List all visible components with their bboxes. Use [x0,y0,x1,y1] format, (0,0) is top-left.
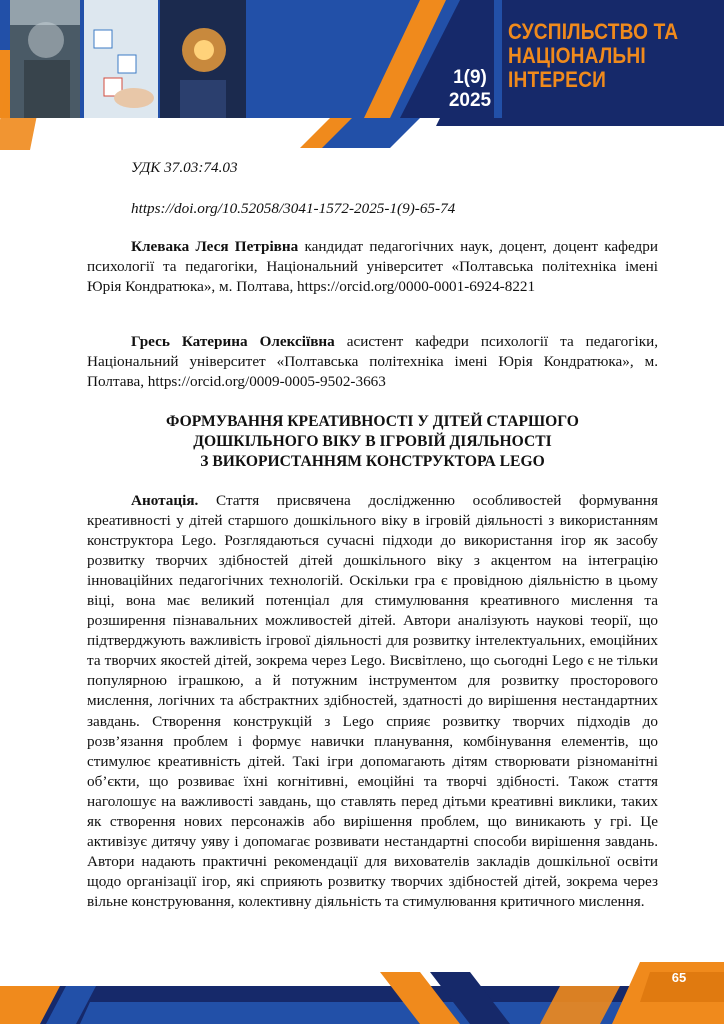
author-details: асистент кафедри психології та педагогіки, Національний університет «Полтавська політехніка імені Юрія Кондратюка», м. Полтава, https://orcid.org/0009-0005-9502-3663 [87,333,659,390]
article-title [87,412,658,472]
article-title-line: ФОРМУВАННЯ КРЕАТИВНОСТІ У ДІТЕЙ СТАРШОГО [166,413,579,430]
header-photo-soldier [10,0,80,118]
author-info [87,237,658,297]
abstract-text: Стаття присвячена дослідженню особливостей формування креативності у дітей старшого дошкільного віку в ігровій діяльності з використанням конструктора Lego. Розглядаються сучасні підходи до використання ігор як засобу розвитку творчих здібностей дітей дошкільного віку з акцентом на інтеграцію інноваційних педагогічних технологій. Оскільки гра є провідною діяльністю в цьому віці, вона має великий потенціал для стимулювання креативного мислення та розширення пізнавальних можливостей дітей. Автори аналізують наукові теорії, що підтверджують важливість ігрової діяльності для розвитку інтелектуальних, емоційних та творчих якостей дітей, зокрема через Lego. Висвітлено, що сьогодні Lego є не тільки популярною іграшкою, а й потужним інструментом для розвитку просторового мислення, логічних та абстрактних здібностей, здатності до вирішення нестандартних завдань. Створення конструкцій з Lego сприяє розвитку творчих підходів до розв’язання проблем і формує навички планування, комбінування елементів, що стимулює креативність дітей. Такі ігри допомагають дітям створювати різноманітні об’єкти, що розвиває їхні когнітивні, емоційні та творчі здібності. Також стаття наголошує на важливості завдань, що ставлять перед дітьми креативні виклики, таких як створення нових персонажів або вирішення проблем, що виникають у грі. Це активізує дитячу уяву і допомагає розвивати нестандартні способи вирішення завдань. Автори надають практичні рекомендації для вихователів закладів дошкільної освіти щодо організації ігор, які сприяють розвитку творчих здібностей дітей, зокрема через вільне конструювання, колективну діяльність та стимулювання критичного мислення. [87,492,658,910]
author-details: кандидат педагогічних наук, доцент, доцент кафедри психології та педагогіки, Національний університет «Полтавська політехніка імені Юрія Кондратюка», м. Полтава, https://orcid.org/0000-0001-6924-8221 [87,238,659,295]
journal-title-line: СУСПІЛЬСТВО ТА [508,19,679,44]
issue-label: 1(9) [453,67,487,88]
abstract-label: Анотація. [131,492,199,509]
abstract [87,491,658,912]
author-info [87,332,658,392]
udc-code: УДК 37.03:74.03 [131,159,238,176]
issue-year: 2025 [448,90,492,111]
footer-decoration [0,962,724,1024]
article-title-line: ДОШКІЛЬНОГО ВІКУ В ІГРОВІЙ ДІЯЛЬНОСТІ [193,433,552,450]
header-photo-technology [160,0,246,118]
journal-title-line: ІНТЕРЕСИ [508,67,607,92]
journal-title [508,20,688,92]
page-number: 65 [671,970,687,985]
article-title-line: З ВИКОРИСТАННЯМ КОНСТРУКТОРА LEGO [200,453,545,470]
author-name: Клевака Леся Петрівна [131,238,299,255]
journal-header [0,0,724,150]
journal-title-line: НАЦІОНАЛЬНІ [508,43,646,68]
issue-number [446,66,494,112]
page-footer [0,962,724,1024]
doi-link[interactable]: https://doi.org/10.52058/3041-1572-2025-1(9)-65-74 [131,200,456,217]
author-name: Гресь Катерина Олексіївна [131,333,335,350]
header-photo-medicine [84,0,158,118]
